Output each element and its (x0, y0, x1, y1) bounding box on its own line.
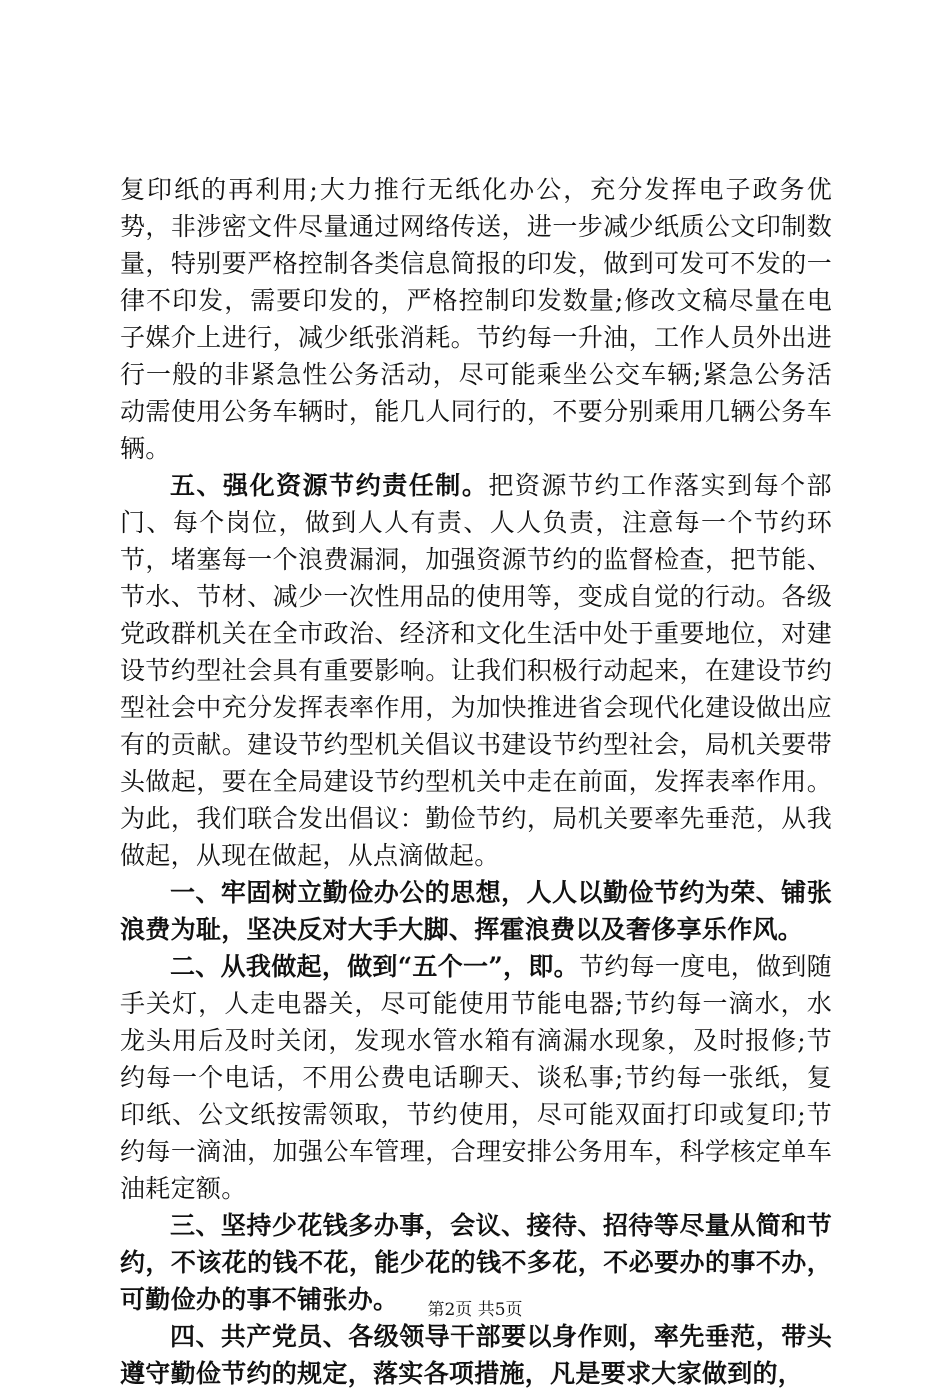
paragraph-text: 节约每一度电，做到随手关灯，人走电器关，尽可能使用节能电器;节约每一滴水，水龙头用后及时关闭，发现水管水箱有滴漏水现象，及时报修;节约每一个电话，不用公费电话聊天、谈私事;节约每一张纸，复印纸、公文纸按需领取，节约使用，尽可能双面打印或复印;节约每一滴油，加强公车管理，合理安排公务用车，科学核定单车油耗定额。 (120, 952, 832, 1203)
paragraph-lead: 三、坚持少花钱多办事，会议、接待、招待等尽量从简和节约，不该花的钱不花，能少花的钱不多花，不必要办的事不办，可勤俭办的事不铺张办。 (120, 1211, 832, 1314)
paragraph-text: 把资源节约工作落实到每个部门、每个岗位，做到人人有责、人人负责，注意每一个节约环节，堵塞每一个浪费漏洞，加强资源节约的监督检查，把节能、节水、节材、减少一次性用品的使用等，变成自觉的行动。各级党政群机关在全市政治、经济和文化生活中处于重要地位，对建设节约型社会具有重要影响。让我们积极行动起来，在建设节约型社会中充分发挥表率作用，为加快推进省会现代化建设做出应有的贡献。建设节约型机关倡议书建设节约型社会，局机关要带头做起，要在全局建设节约型机关中走在前面，发挥表率作用。为此，我们联合发出倡议：勤俭节约，局机关要率先垂范，从我做起，从现在做起，从点滴做起。 (120, 471, 832, 870)
paragraph-section-five (120, 467, 832, 874)
paragraph-lead: 二、从我做起，做到“五个一”，即。 (170, 952, 579, 981)
paragraph-item-two (120, 948, 832, 1207)
paragraph-lead: 四、共产党员、各级领导干部要以身作则，率先垂范，带头遵守勤俭节约的规定，落实各项措施，凡是要求大家做到的， (120, 1322, 832, 1388)
paragraph-item-four (120, 1318, 832, 1392)
page-number-footer: 第2页 共5页 (427, 1300, 523, 1320)
paragraph-item-one (120, 874, 832, 948)
paragraph-lead: 一、牢固树立勤俭办公的思想，人人以勤俭节约为荣、铺张浪费为耻，坚决反对大手大脚、挥霍浪费以及奢侈享乐作风。 (120, 878, 832, 944)
paragraph-text: 复印纸的再利用;大力推行无纸化办公，充分发挥电子政务优势，非涉密文件尽量通过网络传送，进一步减少纸质公文印制数量，特别要严格控制各类信息简报的印发，做到可发可不发的一律不印发，需要印发的，严格控制印发数量;修改文稿尽量在电子媒介上进行，减少纸张消耗。节约每一升油，工作人员外出进行一般的非紧急性公务活动，尽可能乘坐公交车辆;紧急公务活动需使用公务车辆时，能几人同行的，不要分别乘用几辆公务车辆。 (120, 175, 832, 463)
paragraph-lead: 五、强化资源节约责任制。 (170, 471, 489, 500)
document-body (120, 171, 832, 1392)
paragraph-continuation (120, 171, 832, 467)
